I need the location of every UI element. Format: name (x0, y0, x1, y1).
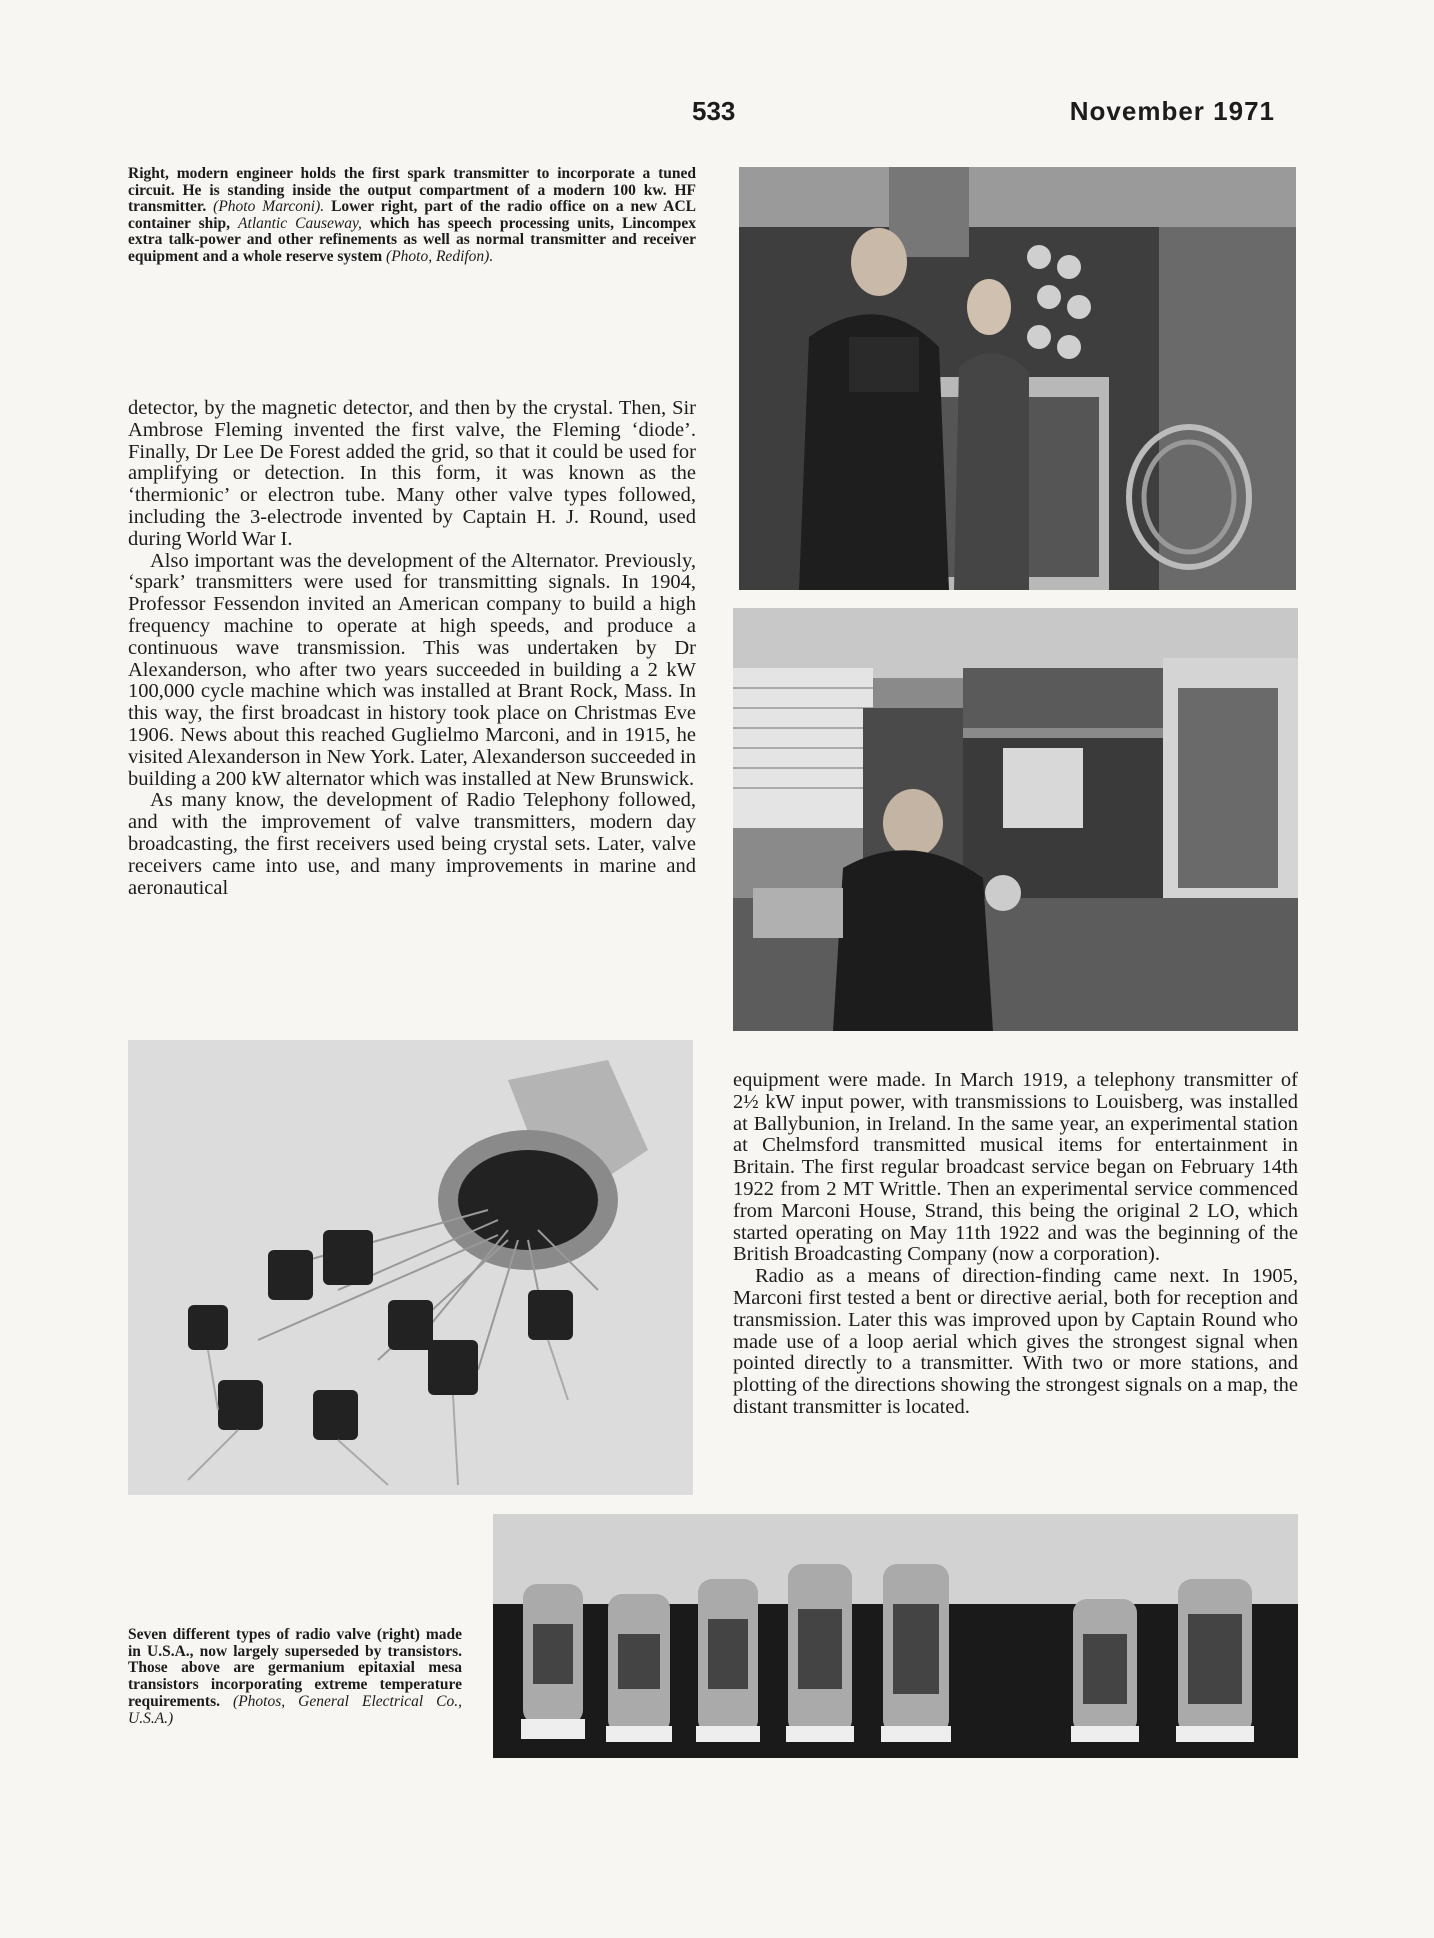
page-number: 533 (692, 96, 736, 126)
paragraph: As many know, the development of Radio Telephony followed, and with the improvement of valve transmitters, modern day broadcasting, the first receivers used being crystal sets. Later, valve receivers came into use, and many improvements in marine and aeronautical (128, 789, 696, 899)
issue-date: November 1971 (1069, 96, 1275, 126)
photo-engineer-transmitter (739, 167, 1296, 590)
column-right (733, 1070, 1298, 1419)
paragraph: equipment were made. In March 1919, a telephony transmitter of 2½ kW input power, with transmissions to Louisberg, was installed at Ballybunion, in Ireland. In the same year, an experimental station at Chelmsford transmitted musical items for entertainment in Britain. The first regular broadcast service began on February 14th 1922 from 2 MT Writtle. Then an experimental service commenced from Marconi House, Strand, this being the original 2 LO, which started operating on May 11th 1922 and was the beginning of the British Broadcasting Company (now a corporation). (733, 1069, 1298, 1266)
caption-top: Right, modern engineer holds the first spark transmitter to incorporate a tuned circuit. He is standing inside the output compartment of a modern 100 kw. HF transmitter. (Photo Marconi). Lower right, part of the radio office on a new ACL container ship, Atlantic Causeway, which has speech processing units, Lincompex extra talk-power and other refinements as well as normal transmitter and receiver equipment and a whole reserve system (Photo, Redifon). (128, 165, 697, 265)
column-left (128, 398, 696, 899)
paragraph: detector, by the magnetic detector, and then by the crystal. Then, Sir Ambrose Fleming invented the first valve, the Fleming ‘diode’. Finally, Dr Lee De Forest added the grid, so that it could be used for amplifying or detection. In this form, it was known as the ‘thermionic’ or electron tube. Many other valve types followed, including the 3-electrode invented by Captain H. J. Round, used during World War I. (128, 397, 696, 550)
caption-bottom: Seven different types of radio valve (right) made in U.S.A., now largely superseded by transistors. Those above are germanium epitaxial mesa transistors incorporating extreme temperature requirements. (Photos, General Electrical Co., U.S.A.) (128, 1626, 463, 1727)
photo-transistors-thimble (128, 1040, 693, 1495)
photo-radio-valves (493, 1514, 1298, 1758)
photo-radio-office (733, 608, 1298, 1031)
paragraph: Radio as a means of direction-finding came next. In 1905, Marconi first tested a bent or directive aerial, both for reception and transmission. Later this was improved upon by Captain Round who made use of a loop aerial which gives the strongest signal when pointed directly to a transmitter. With two or more stations, and plotting of the directions showing the strongest signals on a map, the distant transmitter is located. (733, 1265, 1298, 1418)
paragraph: Also important was the development of the Alternator. Previously, ‘spark’ transmitters were used for transmitting signals. In 1904, Professor Fessendon invited an American company to build a high frequency machine to operate at high speeds, and produce a continuous wave transmission. This was undertaken by Dr Alexanderson, who after two years succeeded in building a 2 kW 100,000 cycle machine which was installed at Brant Rock, Mass. In this way, the first broadcast in history took place on Christmas Eve 1906. News about this reached Guglielmo Marconi, and in 1915, he visited Alexanderson in New York. Later, Alexanderson succeeded in building a 200 kW alternator which was installed at New Brunswick. (128, 549, 696, 790)
